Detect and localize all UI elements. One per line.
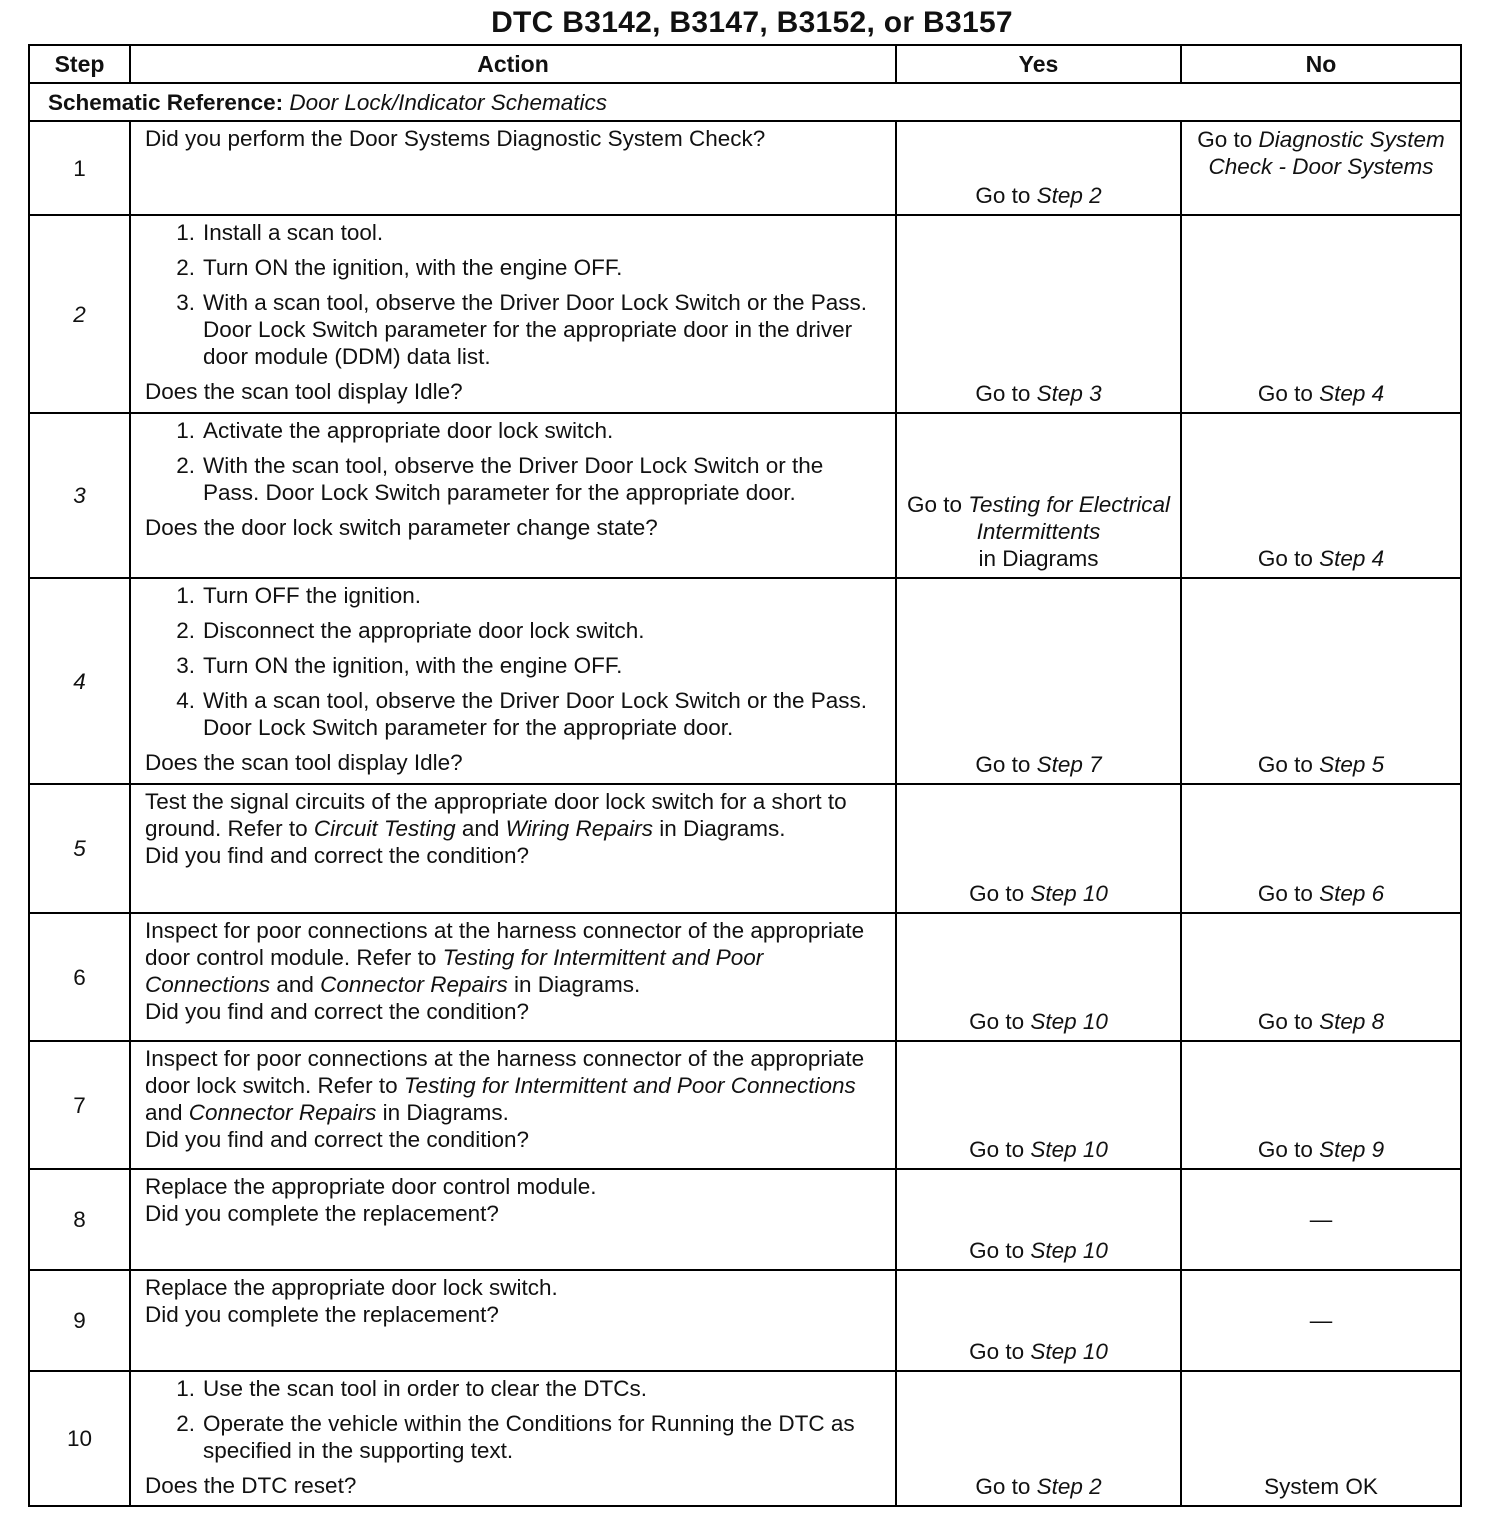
table-row: [29, 121, 1461, 215]
header-yes: Yes: [896, 45, 1181, 83]
action-text: Test the signal circuits of the appropriate door lock switch for a short to ground. Refer to Circuit Testing and Wiring Repairs in Diagrams.: [145, 789, 847, 841]
no-link[interactable]: Step 4: [1319, 381, 1385, 406]
yes-cell: [896, 578, 1181, 784]
yes-cell: [896, 413, 1181, 578]
yes-prefix: Go to: [969, 1339, 1031, 1364]
no-prefix: Go to: [1257, 881, 1320, 906]
action-steps: [145, 417, 883, 514]
step-number: 9: [29, 1270, 130, 1371]
list-item: 1. Install a scan tool.: [176, 220, 384, 245]
ref-link[interactable]: Wiring Repairs: [505, 816, 653, 841]
yes-prefix: Go to: [969, 1009, 1031, 1034]
yes-prefix: Go to: [975, 381, 1037, 406]
action-cell: [130, 1169, 896, 1270]
step-number: 5: [29, 784, 130, 913]
yes-link[interactable]: Step 2: [1036, 183, 1102, 208]
action-cell: [130, 215, 896, 413]
yes-link[interactable]: Step 10: [1030, 1339, 1108, 1364]
yes-link[interactable]: Step 2: [1036, 1474, 1102, 1499]
step-number: 3: [29, 413, 130, 578]
action-question: Did you complete the replacement?: [145, 1201, 499, 1226]
list-item: 1. Turn OFF the ignition.: [176, 583, 422, 608]
list-item: 2. Disconnect the appropriate door lock switch.: [176, 618, 645, 643]
no-cell: [1181, 1041, 1461, 1169]
action-cell: [130, 784, 896, 913]
yes-link[interactable]: Testing for Electrical Intermittents: [968, 492, 1171, 544]
yes-link[interactable]: Step 7: [1036, 752, 1102, 777]
table-row: [29, 784, 1461, 913]
table-row: [29, 1371, 1461, 1506]
header-step: Step: [29, 45, 130, 83]
action-question: Does the DTC reset?: [145, 1473, 357, 1498]
no-cell: [1181, 913, 1461, 1041]
table-row: [29, 215, 1461, 413]
action-text: Inspect for poor connections at the harness connector of the appropriate door lock switch. Refer to Testing for Intermittent and Poor Connections and Connector Repairs in Diagrams.: [145, 1046, 865, 1125]
action-cell: [130, 1371, 896, 1506]
yes-cell: [896, 121, 1181, 215]
yes-link[interactable]: Step 10: [1030, 881, 1108, 906]
no-link[interactable]: Step 8: [1319, 1009, 1385, 1034]
action-question: Does the scan tool display Idle?: [145, 750, 463, 775]
action-text: Did you perform the Door Systems Diagnostic System Check?: [145, 126, 766, 151]
yes-prefix: Go to: [969, 1137, 1031, 1162]
yes-link[interactable]: Step 10: [1030, 1137, 1108, 1162]
no-cell: [1181, 121, 1461, 215]
yes-cell: [896, 1041, 1181, 1169]
no-link[interactable]: Diagnostic System Check - Door Systems: [1208, 127, 1445, 179]
yes-link[interactable]: Step 10: [1030, 1009, 1108, 1034]
yes-link[interactable]: Step 10: [1030, 1238, 1108, 1263]
yes-prefix: Go to: [975, 752, 1037, 777]
step-number: 2: [29, 215, 130, 413]
yes-cell: [896, 1371, 1181, 1506]
no-link[interactable]: Step 9: [1319, 1137, 1385, 1162]
action-steps: [145, 582, 883, 749]
action-text: Inspect for poor connections at the harness connector of the appropriate door control module. Refer to Testing for Intermittent and Poor Connections and Connector Repairs in Diagrams.: [145, 918, 865, 997]
header-row: [29, 45, 1461, 83]
list-item: 3. Turn ON the ignition, with the engine OFF.: [176, 653, 623, 678]
table-row: [29, 1270, 1461, 1371]
ref-link[interactable]: Connector Repairs: [320, 972, 508, 997]
yes-cell: [896, 913, 1181, 1041]
list-item: 3. With a scan tool, observe the Driver Door Lock Switch or the Pass. Door Lock Switch parameter for the appropriate door in the driver door module (DDM) data list.: [176, 290, 868, 369]
step-number: 1: [29, 121, 130, 215]
no-link[interactable]: Step 4: [1319, 546, 1385, 571]
no-cell: [1181, 413, 1461, 578]
diagnostic-table: [28, 44, 1462, 1507]
action-text: Replace the appropriate door control module.: [145, 1174, 597, 1199]
action-cell: [130, 1041, 896, 1169]
list-item: 1. Activate the appropriate door lock switch.: [176, 418, 614, 443]
action-cell: [130, 121, 896, 215]
no-link[interactable]: Step 5: [1319, 752, 1385, 777]
table-row: [29, 1169, 1461, 1270]
yes-cell: [896, 784, 1181, 913]
schematic-link[interactable]: Door Lock/Indicator Schematics: [289, 89, 608, 115]
action-question: Does the door lock switch parameter change state?: [145, 515, 658, 540]
yes-prefix: Go to: [906, 492, 969, 517]
step-number: 8: [29, 1169, 130, 1270]
document-title: DTC B3142, B3147, B3152, or B3157: [491, 6, 1013, 39]
table-row: [29, 578, 1461, 784]
table-row: [29, 413, 1461, 578]
step-number: 4: [29, 578, 130, 784]
ref-link[interactable]: Testing for Intermittent and Poor Connections: [403, 1073, 856, 1098]
action-cell: [130, 413, 896, 578]
yes-prefix: Go to: [975, 183, 1037, 208]
no-prefix: Go to: [1197, 127, 1259, 152]
schematic-reference: [29, 83, 1461, 121]
action-question: Did you find and correct the condition?: [145, 843, 529, 868]
action-cell: [130, 913, 896, 1041]
ref-link[interactable]: Testing for Intermittent and Poor Connections: [145, 945, 764, 997]
yes-prefix: Go to: [969, 1238, 1031, 1263]
table-row: [29, 913, 1461, 1041]
no-prefix: Go to: [1257, 546, 1320, 571]
no-cell: [1181, 1270, 1461, 1371]
yes-cell: [896, 215, 1181, 413]
step-number: 10: [29, 1371, 130, 1506]
yes-cell: [896, 1270, 1181, 1371]
no-dash: —: [1309, 1307, 1333, 1333]
table-row: [29, 1041, 1461, 1169]
schematic-label: Schematic Reference:: [48, 89, 284, 115]
no-prefix: Go to: [1257, 381, 1320, 406]
no-prefix: Go to: [1257, 752, 1320, 777]
list-item: 4. With a scan tool, observe the Driver Door Lock Switch or the Pass. Door Lock Switch parameter for the appropriate door.: [176, 688, 868, 740]
action-cell: [130, 578, 896, 784]
action-question: Does the scan tool display Idle?: [145, 379, 463, 404]
no-prefix: Go to: [1257, 1137, 1320, 1162]
action-steps: [145, 219, 883, 378]
no-cell: [1181, 578, 1461, 784]
schematic-row: [29, 83, 1461, 121]
action-cell: [130, 1270, 896, 1371]
action-question: Did you find and correct the condition?: [145, 999, 529, 1024]
ref-link[interactable]: Connector Repairs: [188, 1100, 377, 1125]
list-item: 1. Use the scan tool in order to clear the DTCs.: [176, 1376, 647, 1401]
action-question: Did you find and correct the condition?: [145, 1127, 529, 1152]
step-number: 6: [29, 913, 130, 1041]
step-number: 7: [29, 1041, 130, 1169]
ref-link[interactable]: Circuit Testing: [313, 816, 456, 841]
no-cell: [1181, 1169, 1461, 1270]
no-result: System OK: [1264, 1474, 1378, 1499]
no-dash: —: [1309, 1206, 1333, 1232]
yes-prefix: Go to: [975, 1474, 1037, 1499]
no-link[interactable]: Step 6: [1319, 881, 1385, 906]
yes-link[interactable]: Step 3: [1036, 381, 1102, 406]
list-item: 2. Turn ON the ignition, with the engine OFF.: [176, 255, 623, 280]
no-cell: [1181, 784, 1461, 913]
no-cell: [1181, 215, 1461, 413]
header-action: Action: [130, 45, 896, 83]
no-prefix: Go to: [1257, 1009, 1320, 1034]
header-no: No: [1181, 45, 1461, 83]
list-item: 2. With the scan tool, observe the Driver Door Lock Switch or the Pass. Door Lock Switch parameter for the appropriate door.: [176, 453, 824, 505]
list-item: 2. Operate the vehicle within the Conditions for Running the DTC as specified in the supporting text.: [176, 1411, 855, 1463]
action-question: Did you complete the replacement?: [145, 1302, 499, 1327]
no-cell: [1181, 1371, 1461, 1506]
yes-cell: [896, 1169, 1181, 1270]
yes-prefix: Go to: [969, 881, 1031, 906]
yes-suffix: in Diagrams: [978, 546, 1099, 571]
action-steps: [145, 1375, 883, 1472]
action-text: Replace the appropriate door lock switch.: [145, 1275, 558, 1300]
